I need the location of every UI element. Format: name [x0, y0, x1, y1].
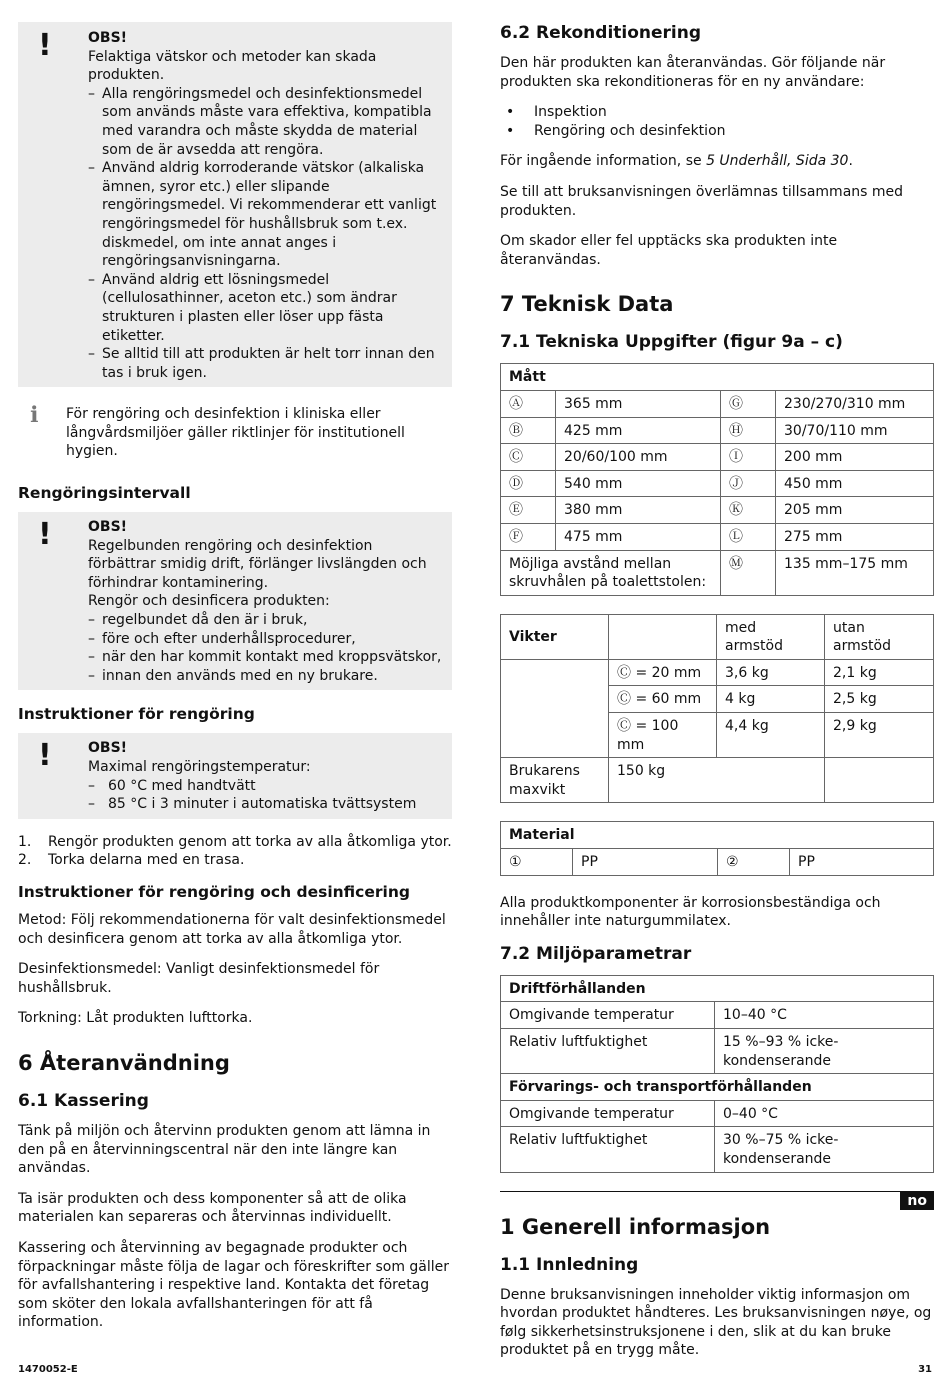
section-title: 1.1 Innledning: [500, 1254, 639, 1275]
paragraph: Metod: Följ rekommendationerna för valt desinfektionsmedel och desinficera genom att torka av alla åtkomliga ytor.: [18, 911, 446, 947]
parameter-value: 10–40 °C: [715, 1002, 934, 1029]
section-title: 6.2 Rekonditionering: [500, 23, 702, 43]
dimension-key: Ⓑ: [501, 417, 556, 444]
dimension-key: Ⓓ: [501, 470, 556, 497]
dimension-key: Ⓐ: [501, 390, 556, 417]
note-item: innan den används med en ny brukare.: [102, 667, 378, 684]
paragraph: Om skador eller fel upptäcks ska produkten inte återanvändas.: [500, 233, 838, 268]
material-value: PP: [573, 849, 718, 876]
weight-value: 3,6 kg: [717, 659, 825, 686]
parameter-label: Omgivande temperatur: [501, 1100, 715, 1127]
table-header: Förvarings- och transportförhållanden: [501, 1074, 934, 1101]
dimension-key: Ⓔ: [501, 497, 556, 524]
paragraph: Torkning: Låt produkten lufttorka.: [18, 1010, 253, 1027]
section-heading: Instruktioner för rengöring: [18, 705, 255, 724]
table-row: [501, 1127, 934, 1172]
dimension-key: Ⓘ: [721, 444, 776, 471]
max-weight-value: 150 kg: [609, 758, 825, 803]
parameter-value: 15 %–93 % icke-kondenserande: [715, 1029, 934, 1074]
list-item: • Inspektion: [506, 104, 607, 121]
section-title: 7.2 Miljöparametrar: [500, 943, 692, 964]
table-row: [501, 975, 934, 1002]
table-row: [501, 550, 934, 595]
note-box: ! OBS! Regelbunden rengöring och desinfektion förbättrar smidig drift, förlänger livslängden och förhindrar kontaminering. Rengör och desinficera produkten: – regelbundet då den är i bruk, – före och efter underhållsprocedurer, – när den har kommit kontakt med kroppsvätskor, – innan den används med en ny brukare.: [18, 512, 452, 690]
material-key: ②: [718, 849, 790, 876]
table-header: Driftförhållanden: [501, 975, 934, 1002]
table-header: Material: [501, 822, 934, 849]
info-text: För rengöring och desinfektion i kliniska eller långvårdsmiljöer gäller riktlinjer för institutionell hygien.: [66, 406, 405, 460]
table-row: [501, 822, 934, 849]
right-column: [500, 22, 934, 1372]
document-number: 1470052-E: [18, 1364, 78, 1375]
paragraph: Tänk på miljön och återvinn produkten genom att lämna in den på en återvinningscentral när den inte längre kan användas.: [18, 1122, 431, 1177]
info-note: [18, 405, 452, 461]
chapter-title: 1 Generell informasjon: [500, 1214, 771, 1239]
parameter-label: Relativ luftfuktighet: [501, 1029, 715, 1074]
dimension-value: 20/60/100 mm: [556, 444, 721, 471]
weight-config: Ⓒ = 60 mm: [609, 686, 717, 713]
section-heading: Instruktioner för rengöring och desinficering: [18, 882, 410, 901]
table-row: [501, 849, 934, 876]
dimension-value: 540 mm: [556, 470, 721, 497]
paragraph: Den här produkten kan återanvändas. Gör följande när produkten ska rekonditioneras för en ny användare:: [500, 55, 886, 90]
table-row: [501, 390, 934, 417]
material-table: [500, 821, 934, 875]
dimension-key: Ⓚ: [721, 497, 776, 524]
note-heading: OBS!: [88, 519, 128, 536]
dimension-key: Ⓖ: [721, 390, 776, 417]
paragraph: Ta isär produkten och dess komponenter så att de olika materialen kan separeras och återvinnas individuellt.: [18, 1190, 407, 1226]
note-text: Maximal rengöringstemperatur:: [88, 759, 311, 775]
dimension-value: 380 mm: [556, 497, 721, 524]
paragraph: Desinfektionsmedel: Vanligt desinfektionsmedel för hushållsbruk.: [18, 961, 380, 996]
list-item: 2. Torka delarna med en trasa.: [18, 852, 245, 869]
note-box: ! OBS! Maximal rengöringstemperatur: – 60 °C med handtvätt – 85 °C i 3 minuter i automatiska tvättsystem: [18, 733, 452, 818]
dimension-value: 30/70/110 mm: [776, 417, 934, 444]
note-item: regelbundet då den är i bruk,: [102, 612, 308, 629]
dimension-value: 230/270/310 mm: [776, 390, 934, 417]
section-title: 6.1 Kassering: [18, 1090, 149, 1111]
dimension-key: Ⓗ: [721, 417, 776, 444]
table-row: [501, 659, 934, 686]
table-row: [501, 1100, 934, 1127]
dimension-value: 365 mm: [556, 390, 721, 417]
table-row: [501, 758, 934, 803]
paragraph: Se till att bruksanvisningen överlämnas tillsammans med produkten.: [500, 183, 904, 219]
note-heading: OBS!: [88, 740, 128, 757]
parameter-value: 30 %–75 % icke-kondenserande: [715, 1127, 934, 1172]
table-row: [501, 444, 934, 471]
dimensions-table: [500, 363, 934, 595]
left-column: [18, 22, 452, 1344]
table-header: Vikter: [501, 614, 609, 659]
list-item: • Rengöring och desinfektion: [506, 122, 726, 139]
section-title: 7.1 Tekniska Uppgifter (figur 9a – c): [500, 332, 843, 353]
note-item: 60 °C med handtvätt: [108, 777, 256, 794]
dimension-value: 135 mm–175 mm: [776, 550, 934, 595]
list-item: 1. Rengör produkten genom att torka av alla åtkomliga ytor.: [18, 833, 452, 850]
info-icon: ℹ: [30, 403, 39, 429]
table-row: [501, 1002, 934, 1029]
dimension-key: Ⓕ: [501, 523, 556, 550]
table-row: [501, 1029, 934, 1074]
column-header: utan armstöd: [825, 614, 934, 659]
weights-table: [500, 614, 934, 804]
warning-icon: !: [38, 517, 52, 553]
weight-value: 4,4 kg: [717, 713, 825, 758]
paragraph: För ingående information, se 5 Underhåll, Sida 30.: [500, 153, 853, 170]
weight-value: 4 kg: [717, 686, 825, 713]
table-header: Mått: [501, 364, 934, 391]
dimension-key: Ⓙ: [721, 470, 776, 497]
dimension-value: 205 mm: [776, 497, 934, 524]
table-row: [501, 1074, 934, 1101]
weight-value: 2,1 kg: [825, 659, 934, 686]
dimension-key: Ⓜ: [721, 550, 776, 595]
table-row: [501, 364, 934, 391]
weight-value: 2,5 kg: [825, 686, 934, 713]
table-row: [501, 470, 934, 497]
dimension-key: Ⓛ: [721, 523, 776, 550]
note-item: Alla rengöringsmedel och desinfektionsmedel som används måste vara effektiva, kompatibla med varandra och måste skydda de material som de är avsedda att rengöra.: [102, 85, 432, 158]
dimension-value: 275 mm: [776, 523, 934, 550]
note-text: Rengör och desinficera produkten:: [88, 593, 330, 610]
paragraph: Kassering och återvinning av begagnade produkter och förpackningar måste följa de lagar och föreskrifter som gäller för avfallshantering i respektive land. Kontakta det företag som sköter den lokala avfallshanteringen för att få information.: [18, 1239, 450, 1331]
material-key: ①: [501, 849, 573, 876]
note-item: Använd aldrig korroderande vätskor (alkaliska ämnen, syror etc.) eller slipande rengöringsmedel. Vi rekommenderar ett vanligt rengöringsmedel för hushållsbruk som t.ex. diskmedel, om inte annat anges i rengöringsanvisningarna.: [102, 160, 437, 270]
weight-config: Ⓒ = 100 mm: [609, 713, 717, 758]
table-row: [501, 614, 934, 659]
note-item: Använd aldrig ett lösningsmedel (cellulosathinner, aceton etc.) som ändrar strukturen i plasten eller löser upp fästa etiketter.: [102, 271, 397, 344]
page-number: 31: [918, 1364, 932, 1375]
dimension-value: 200 mm: [776, 444, 934, 471]
chapter-title: 7 Teknisk Data: [500, 292, 674, 317]
section-heading: Rengöringsintervall: [18, 484, 191, 503]
table-row: [501, 497, 934, 524]
material-value: PP: [790, 849, 934, 876]
note-text: Felaktiga vätskor och metoder kan skada produkten.: [88, 48, 377, 84]
max-weight-label: Brukarens maxvikt: [501, 758, 609, 803]
dimension-key: Ⓒ: [501, 444, 556, 471]
dimension-value: 475 mm: [556, 523, 721, 550]
note-text: Regelbunden rengöring och desinfektion förbättrar smidig drift, förlänger livslängden och förhindrar kontaminering.: [88, 537, 427, 591]
parameter-label: Relativ luftfuktighet: [501, 1127, 715, 1172]
bullet-list: [500, 103, 934, 140]
dimension-label: Möjliga avstånd mellan skruvhålen på toalettstolen:: [501, 550, 721, 595]
language-badge: no: [500, 1192, 934, 1210]
note-box: ! OBS! Felaktiga vätskor och metoder kan skada produkten. – Alla rengöringsmedel och desinfektionsmedel som används måste vara effektiva, kompatibla med varandra och måste skydda de material som de är avsedda att rengöra. – Använd aldrig korroderande vätskor (alkaliska ämnen, syror etc.) eller slipande rengöringsmedel. Vi rekommenderar ett vanligt rengöringsmedel för hushållsbruk som t.ex. diskmedel, om inte annat anges i rengöringsanvisningarna. – Använd aldrig ett lösningsmedel (cellulosathinner, aceton etc.) som ändrar strukturen i plasten eller löser upp fästa etiketter. – Se alltid till att produkten är helt torr innan den tas i bruk igen.: [18, 22, 452, 387]
note-item: när den har kommit kontakt med kroppsvätskor,: [102, 649, 442, 666]
dimension-value: 450 mm: [776, 470, 934, 497]
warning-icon: !: [38, 738, 52, 774]
warning-icon: !: [38, 28, 52, 63]
weight-value: 2,9 kg: [825, 713, 934, 758]
parameter-value: 0–40 °C: [715, 1100, 934, 1127]
chapter-title: 6 Återanvändning: [18, 1050, 230, 1075]
note-item: 85 °C i 3 minuter i automatiska tvättsystem: [108, 796, 417, 813]
parameter-label: Omgivande temperatur: [501, 1002, 715, 1029]
steps-list: [18, 833, 452, 870]
table-row: [501, 523, 934, 550]
dimension-value: 425 mm: [556, 417, 721, 444]
paragraph: Denne bruksanvisningen inneholder viktig informasjon om hvordan produktet håndteres. Les bruksanvisningen nøye, og følg sikkerhetsinstruksjonene i den, slik at du kan bruke produktet på en trygg måte.: [500, 1286, 932, 1359]
weight-config: Ⓒ = 20 mm: [609, 659, 717, 686]
note-item: Se alltid till att produkten är helt torr innan den tas i bruk igen.: [102, 346, 435, 381]
table-row: [501, 417, 934, 444]
note-item: före och efter underhållsprocedurer,: [102, 630, 356, 647]
note-heading: OBS!: [88, 30, 128, 46]
paragraph: Alla produktkomponenter är korrosionsbeständiga och innehåller inte naturgummilatex.: [500, 894, 881, 930]
environment-table: [500, 975, 934, 1173]
column-header: med armstöd: [717, 614, 825, 659]
cross-reference-link[interactable]: 5 Underhåll, Sida 30: [706, 153, 849, 170]
